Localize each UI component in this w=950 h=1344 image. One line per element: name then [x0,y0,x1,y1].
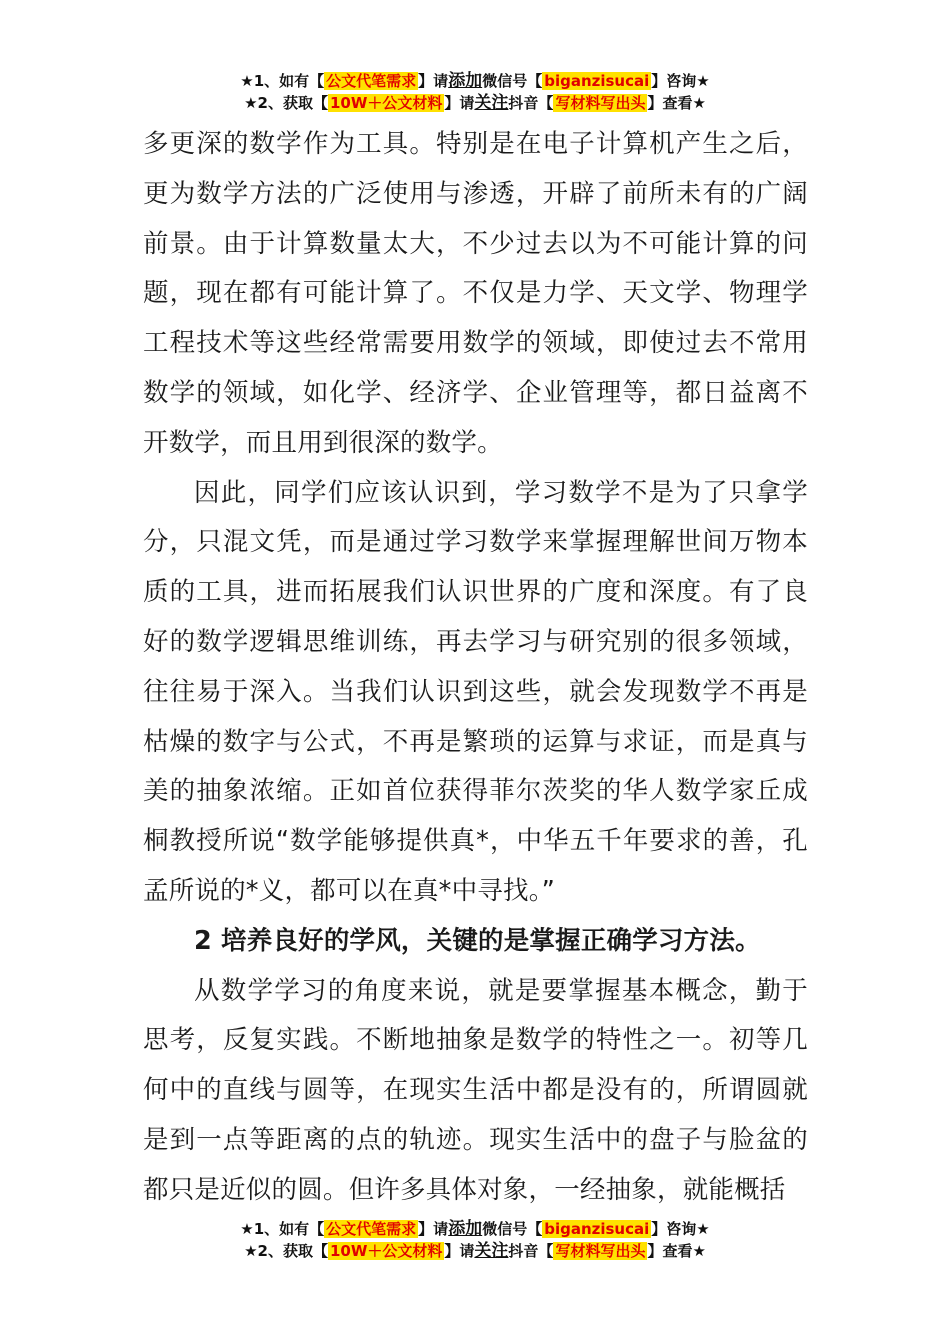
banner-emphasis: 添加 [448,1219,483,1239]
highlight-materials: 10W＋公文材料 [329,1242,443,1260]
highlight-materials: 10W＋公文材料 [329,94,443,112]
banner-emphasis: 关注 [474,1241,509,1261]
banner-text: 抖音【 [508,94,554,112]
banner-text: 】查看★ [647,94,706,112]
banner-text: 】请 [418,72,449,90]
banner-emphasis: 关注 [474,93,509,113]
banner-line-1 [0,1218,950,1240]
banner-text: 】请 [444,1242,475,1260]
section-heading: 2 培养良好的学风，关键的是掌握正确学习方法。 [194,925,761,956]
banner-text: 】查看★ [647,1242,706,1260]
highlight-service: 公文代笔需求 [326,1220,417,1238]
banner-line-1 [0,70,950,92]
highlight-douyin: 写材料写出头 [555,94,646,112]
paragraph: 多更深的数学作为工具。特别是在电子计算机产生之后，更为数学方法的广泛使用与渗透，开辟了前所未有的广阔前景。由于计算数量太大，不少过去以为不可能计算的问题，现在都有可能计算了。不仅是力学、天文学、物理学工程技术等这些经常需要用数学的领域，即使过去不常用数学的领域，如化学、经济学、企业管理等，都日益离不开数学，而且用到很深的数学。 [143,129,808,458]
banner-text: ★1、如有【 [240,1220,325,1238]
footer-banner [0,1218,950,1262]
document-body [143,120,808,1216]
highlight-service: 公文代笔需求 [326,72,417,90]
highlight-douyin: 写材料写出头 [555,1242,646,1260]
banner-line-2 [0,1240,950,1262]
header-banner [0,70,950,114]
banner-text: 】咨询★ [651,1220,710,1238]
banner-text: ★2、获取【 [244,1242,328,1260]
banner-text: 抖音【 [508,1242,554,1260]
banner-text: 】请 [444,94,475,112]
paragraph: 因此，同学们应该认识到，学习数学不是为了只拿学分，只混文凭，而是通过学习数学来掌握理解世间万物本质的工具，进而拓展我们认识世界的广度和深度。有了良好的数学逻辑思维训练，再去学习与研究别的很多领域，往往易于深入。当我们认识到这些，就会发现数学不再是枯燥的数字与公式，不再是繁琐的运算与求证，而是真与美的抽象浓缩。正如首位获得菲尔茨奖的华人数学家丘成桐教授所说“数学能够提供真*，中华五千年要求的善，孔孟所说的*义，都可以在真*中寻找。” [143,477,808,906]
banner-text: 】请 [418,1220,449,1238]
highlight-wechat-id: biganzisucai [544,1220,650,1238]
highlight-wechat-id: biganzisucai [544,72,650,90]
banner-text: ★1、如有【 [240,72,325,90]
banner-text: 微信号【 [482,1220,543,1238]
banner-line-2 [0,92,950,114]
paragraph: 从数学学习的角度来说，就是要掌握基本概念，勤于思考，反复实践。不断地抽象是数学的特性之一。初等几何中的直线与圆等，在现实生活中都是没有的，所谓圆就是到一点等距离的点的轨迹。现实生活中的盘子与脸盆的都只是近似的圆。但许多具体对象，一经抽象，就能概括 [143,975,808,1205]
banner-text: 】咨询★ [651,72,710,90]
banner-text: 微信号【 [482,72,543,90]
banner-text: ★2、获取【 [244,94,328,112]
banner-emphasis: 添加 [448,71,483,91]
